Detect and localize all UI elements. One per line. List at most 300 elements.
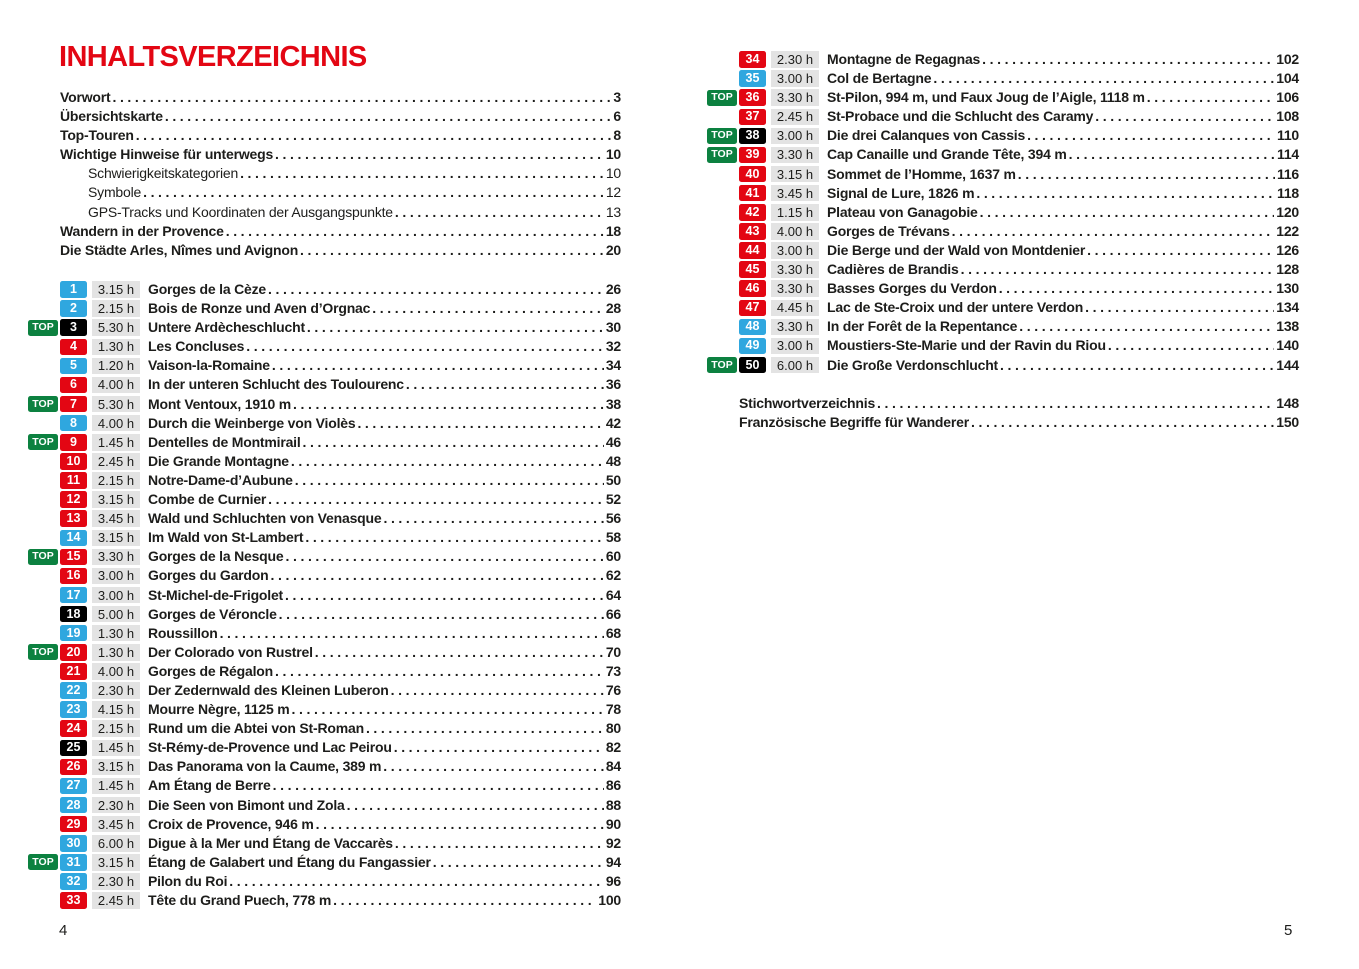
tour-page: 90 [605,815,621,832]
tour-number-badge: 37 [739,109,766,126]
tour-number-badge: 6 [60,377,87,394]
dot-leader [395,834,604,853]
tour-page: 52 [605,491,621,508]
tour-page: 34 [605,357,621,374]
tour-duration: 1.30 h [92,644,140,661]
top-badge-column [28,625,60,641]
tour-page: 28 [605,300,621,317]
tour-page: 118 [1277,184,1299,201]
tour-title: Dentelles de Montmirail [148,433,301,450]
tour-entry [28,815,621,834]
tour-entry [707,222,1299,241]
top-badge-column [707,223,739,239]
tour-page: 102 [1276,51,1299,67]
dot-leader [305,528,603,547]
tour-duration: 5.00 h [92,606,140,623]
dot-leader [999,279,1275,298]
tour-entry [28,719,621,738]
tour-entry [707,88,1299,107]
tour-number-badge: 35 [739,70,766,87]
tour-page: 128 [1276,261,1299,278]
toc-entry [60,203,621,222]
top-badge-column [28,663,60,679]
top-badge: TOP [28,549,58,565]
top-badge-column [28,434,60,450]
tour-title: Basses Gorges du Verdon [827,280,997,297]
top-badge-column [28,358,60,374]
tour-page: 56 [605,510,621,527]
tour-title: Gorges de Régalon [148,662,273,679]
tour-title: Die Seen von Bimont und Zola [148,796,345,813]
toc-entry-page: 18 [605,222,621,239]
tour-title: Die Berge und der Wald von Montdenier [827,241,1086,258]
tour-entry [28,318,621,337]
tour-number-badge: 45 [739,261,766,278]
tour-number-badge: 48 [739,319,766,336]
tour-duration: 2.30 h [92,682,140,699]
top-badge-column [28,511,60,527]
tour-duration: 3.00 h [771,338,819,355]
tour-entry [707,184,1299,203]
dot-leader [307,318,604,337]
tour-page: 88 [605,796,621,813]
top-badge-column [28,568,60,584]
tour-page: 84 [605,758,621,775]
dot-leader [347,796,604,815]
tour-number-badge: 14 [60,530,87,547]
tour-duration: 3.00 h [92,568,140,585]
tour-title: Cap Canaille und Grande Tête, 394 m [827,146,1067,163]
top-badge-column [28,453,60,469]
tour-page: 64 [605,586,621,603]
toc-entry-label: Stichwortverzeichnis [739,395,876,411]
toc-entry-page: 8 [613,127,621,144]
toc-entry [60,88,621,107]
top-badge-column [707,281,739,297]
dot-leader [366,719,604,738]
tour-number-badge: 23 [60,701,87,718]
tour-duration: 3.30 h [771,280,819,297]
tour-duration: 4.00 h [92,415,140,432]
tour-duration: 2.15 h [92,300,140,317]
top-badge-column [28,835,60,851]
tour-number-badge: 10 [60,453,87,470]
tour-page: 80 [605,720,621,737]
dot-leader [933,69,1274,88]
tour-number-badge: 41 [739,185,766,202]
tour-number-badge: 25 [60,740,87,757]
tour-duration: 4.45 h [771,300,819,317]
tour-page: 110 [1277,127,1299,144]
top-badge-column [707,319,739,335]
tour-duration: 3.15 h [771,166,819,183]
tour-page: 26 [605,281,621,297]
tour-number-badge: 5 [60,358,87,375]
tour-number-badge: 15 [60,549,87,566]
tour-duration: 3.45 h [92,510,140,527]
dot-leader [285,547,603,566]
tour-duration: 1.45 h [92,434,140,451]
tour-page: 106 [1276,89,1299,106]
toc-entry [60,164,621,183]
tour-entry [707,356,1299,375]
tour-list-right [707,50,1299,375]
tour-number-badge: 2 [60,300,87,317]
top-badge-column [707,262,739,278]
tour-duration: 3.15 h [92,759,140,776]
dot-leader [315,643,604,662]
toc-entry [60,183,621,202]
tour-entry [28,662,621,681]
toc-entry-label: Schwierigkeitskategorien [88,165,239,182]
tour-duration: 3.45 h [92,816,140,833]
tour-page: 104 [1276,70,1299,87]
tour-entry [28,433,621,452]
tour-title: Gorges de la Nesque [148,548,284,565]
tour-entry [28,624,621,643]
tour-duration: 4.15 h [92,701,140,718]
tour-title: Vaison-la-Romaine [148,357,270,374]
dot-leader [226,222,604,241]
dot-leader [952,222,1275,241]
tour-title: Die Große Verdonschlucht [827,356,999,373]
tour-page: 96 [605,872,621,889]
dot-leader [246,337,604,356]
tour-page: 62 [605,567,621,584]
tour-entry [28,586,621,605]
tour-duration: 2.45 h [92,453,140,470]
dot-leader [291,452,604,471]
tour-entry [28,509,621,528]
dot-leader [1027,126,1275,145]
top-badge-column [707,52,739,68]
tour-page: 48 [605,452,621,469]
tour-number-badge: 50 [739,357,766,374]
tour-title: St-Rémy-de-Provence und Lac Peirou [148,739,392,756]
toc-entry-page: 10 [605,146,621,163]
tour-title: Montagne de Regagnas [827,51,981,67]
dot-leader [112,88,611,107]
tour-duration: 3.30 h [92,549,140,566]
tour-duration: 1.15 h [771,204,819,221]
toc-entry-page: 3 [613,89,621,105]
tour-duration: 4.00 h [92,663,140,680]
tour-page: 92 [605,834,621,851]
top-badge-column [28,702,60,718]
top-badge-column [28,644,60,660]
tour-title: Die drei Calanques von Cassis [827,127,1026,144]
tour-page: 66 [605,605,621,622]
tour-entry [707,107,1299,126]
tour-number-badge: 8 [60,415,87,432]
tour-entry [28,872,621,891]
tour-title: Tête du Grand Puech, 778 m [148,892,332,908]
tour-number-badge: 34 [739,51,766,68]
tour-page: 46 [605,433,621,450]
top-badge-column [28,415,60,431]
tour-title: Gorges de la Cèze [148,281,266,297]
top-badge-column [28,893,60,909]
tour-number-badge: 1 [60,281,87,298]
dot-leader [1147,88,1275,107]
tour-entry [28,643,621,662]
tour-title: St-Probace und die Schlucht des Caramy [827,108,1094,125]
tour-entry [707,260,1299,279]
top-badge-column [707,90,739,106]
top-badge-column [28,396,60,412]
tour-page: 138 [1276,318,1299,335]
tour-title: In der unteren Schlucht des Toulourenc [148,376,404,393]
tour-entry [707,126,1299,145]
folio-left: 4 [59,922,68,939]
tour-number-badge: 33 [60,892,87,909]
tour-title: Gorges de Trévans [827,222,950,239]
tour-duration: 3.45 h [771,185,819,202]
tour-number-badge: 19 [60,625,87,642]
toc-entry [60,241,621,260]
toc-entry-label: Symbole [88,184,142,201]
top-badge: TOP [28,854,58,870]
tour-number-badge: 42 [739,204,766,221]
toc-entry-label: Wandern in der Provence [60,222,224,239]
dot-leader [1095,107,1274,126]
tour-duration: 2.30 h [92,873,140,890]
toc-entry-label: Wichtige Hinweise für unterwegs [60,146,274,163]
dot-leader [976,184,1275,203]
dot-leader [971,413,1274,432]
top-badge: TOP [28,644,58,660]
tour-title: Plateau von Ganagobie [827,203,978,220]
dot-leader [406,375,604,394]
toc-entry-page: 150 [1276,414,1299,431]
tour-duration: 5.30 h [92,319,140,336]
tour-duration: 3.15 h [92,281,140,298]
tour-page: 108 [1276,108,1299,125]
tour-entry [707,145,1299,164]
top-badge-column [28,816,60,832]
tour-number-badge: 12 [60,491,87,508]
toc-entry-label: GPS-Tracks und Koordinaten der Ausgangspunkte [88,203,393,220]
toc-entry-label: Top-Touren [60,127,134,144]
tour-page: 30 [605,319,621,336]
tour-page: 58 [605,529,621,546]
dot-leader [292,700,604,719]
top-badge-column [28,320,60,336]
tour-list-left [28,280,621,910]
top-badge-column [28,740,60,756]
dot-leader [165,107,612,126]
top-badge-column [707,128,739,144]
tour-title: Gorges du Gardon [148,567,269,584]
dot-leader [240,164,604,183]
tour-entry [28,337,621,356]
top-badge: TOP [707,128,737,144]
top-badge-column [28,492,60,508]
dot-leader [136,126,612,145]
tour-entry [28,375,621,394]
tour-title: Rund um die Abtei von St-Roman [148,720,364,737]
tour-entry [28,490,621,509]
tour-title: St-Michel-de-Frigolet [148,586,284,603]
tour-title: Signal de Lure, 1826 m [827,184,975,201]
dot-leader [394,738,604,757]
tour-title: Col de Bertagne [827,70,932,87]
toc-entry [739,413,1299,432]
tour-title: Sommet de l’Homme, 1637 m [827,165,1016,182]
toc-entry-page: 6 [613,108,621,125]
top-badge-column [707,109,739,125]
tour-entry [707,50,1299,69]
top-badge-column [707,242,739,258]
tour-page: 120 [1276,203,1299,220]
top-badge-column [28,377,60,393]
tour-entry [28,776,621,795]
top-badge: TOP [28,320,58,336]
toc-entry [60,222,621,241]
top-badge: TOP [28,396,58,412]
tour-title: Notre-Dame-d’Aubune [148,471,293,488]
dot-leader [395,203,604,222]
tour-page: 36 [605,376,621,393]
tour-title: Am Étang de Berre [148,777,271,794]
tour-duration: 1.30 h [92,339,140,356]
top-badge-column [28,339,60,355]
tour-entry [28,605,621,624]
tour-entry [28,452,621,471]
dot-leader [383,509,603,528]
tour-page: 94 [605,853,621,870]
tour-title: In der Forêt de la Repentance [827,318,1018,335]
dot-leader [982,50,1274,69]
top-badge-column [707,357,739,373]
tour-entry [707,203,1299,222]
dot-leader [270,566,603,585]
tour-duration: 3.00 h [92,587,140,604]
front-matter-list [28,88,621,260]
top-badge-column [28,549,60,565]
top-badge-column [28,282,60,298]
tour-number-badge: 20 [60,644,87,661]
tour-title: Im Wald von St-Lambert [148,529,304,546]
tour-page: 144 [1276,356,1299,373]
tour-duration: 5.30 h [92,396,140,413]
tour-title: Cadières de Brandis [827,261,959,278]
dot-leader [1000,356,1274,375]
dot-leader [220,624,604,643]
top-badge-column [707,338,739,354]
tour-duration: 6.00 h [92,835,140,852]
tour-entry [28,299,621,318]
tour-number-badge: 26 [60,759,87,776]
tour-page: 68 [605,624,621,641]
tour-page: 82 [605,739,621,756]
tour-page: 140 [1276,337,1299,354]
tour-entry [28,471,621,490]
dot-leader [433,853,604,872]
toc-entry [60,107,621,126]
tour-title: Moustiers-Ste-Marie und der Ravin du Riou [827,337,1106,354]
top-badge-column [28,530,60,546]
tour-duration: 1.30 h [92,625,140,642]
tour-duration: 2.45 h [92,892,140,909]
tour-number-badge: 28 [60,797,87,814]
tour-duration: 3.15 h [92,854,140,871]
dot-leader [229,872,604,891]
tour-duration: 3.30 h [771,147,819,164]
top-badge-column [28,472,60,488]
tour-entry [28,853,621,872]
dot-leader [1069,145,1275,164]
folio-right: 5 [1284,922,1293,939]
tour-entry [28,280,621,299]
tour-title: Étang de Galabert und Étang du Fangassier [148,853,431,870]
top-badge-column [28,721,60,737]
top-badge-column [707,71,739,87]
tour-entry [28,681,621,700]
toc-entry [60,145,621,164]
tour-number-badge: 40 [739,166,766,183]
dot-leader [273,776,604,795]
toc-entry-page: 10 [605,165,621,182]
tour-duration: 2.15 h [92,720,140,737]
tour-number-badge: 39 [739,147,766,164]
tour-number-badge: 7 [60,396,87,413]
tour-page: 50 [605,471,621,488]
dot-leader [295,471,604,490]
tour-title: Pilon du Roi [148,872,228,889]
tour-page: 76 [605,681,621,698]
top-badge-column [28,759,60,775]
top-badge: TOP [28,434,58,450]
top-badge-column [28,797,60,813]
tour-page: 70 [605,643,621,660]
tour-duration: 3.15 h [92,530,140,547]
tour-title: Roussillon [148,624,218,641]
toc-entry-page: 13 [605,203,621,220]
dot-leader [268,490,604,509]
tour-number-badge: 46 [739,280,766,297]
top-badge-column [28,683,60,699]
toc-entry-label: Die Städte Arles, Nîmes und Avignon [60,241,299,258]
top-badge-column [707,300,739,316]
tour-page: 114 [1277,146,1299,163]
tour-entry [707,69,1299,88]
dot-leader [303,433,604,452]
dot-leader [279,605,604,624]
tour-duration: 4.00 h [771,223,819,240]
tour-title: Der Colorado von Rustrel [148,643,313,660]
tour-entry [28,547,621,566]
tour-number-badge: 38 [739,128,766,145]
tour-entry [28,757,621,776]
tour-page: 32 [605,338,621,355]
tour-title: Gorges de Véroncle [148,605,277,622]
tour-number-badge: 9 [60,434,87,451]
tour-duration: 2.30 h [771,51,819,68]
tour-number-badge: 21 [60,663,87,680]
tour-page: 130 [1276,280,1299,297]
toc-entry-label: Vorwort [60,89,111,105]
tour-title: St-Pilon, 994 m, und Faux Joug de l’Aigle, 1118 m [827,89,1145,106]
dot-leader [1018,165,1275,184]
tour-title: Combe de Curnier [148,491,267,508]
dot-leader [1108,336,1274,355]
tour-duration: 6.00 h [771,357,819,374]
tour-number-badge: 22 [60,682,87,699]
top-badge-column [707,204,739,220]
tour-number-badge: 24 [60,720,87,737]
tour-title: Wald und Schluchten von Venasque [148,510,382,527]
